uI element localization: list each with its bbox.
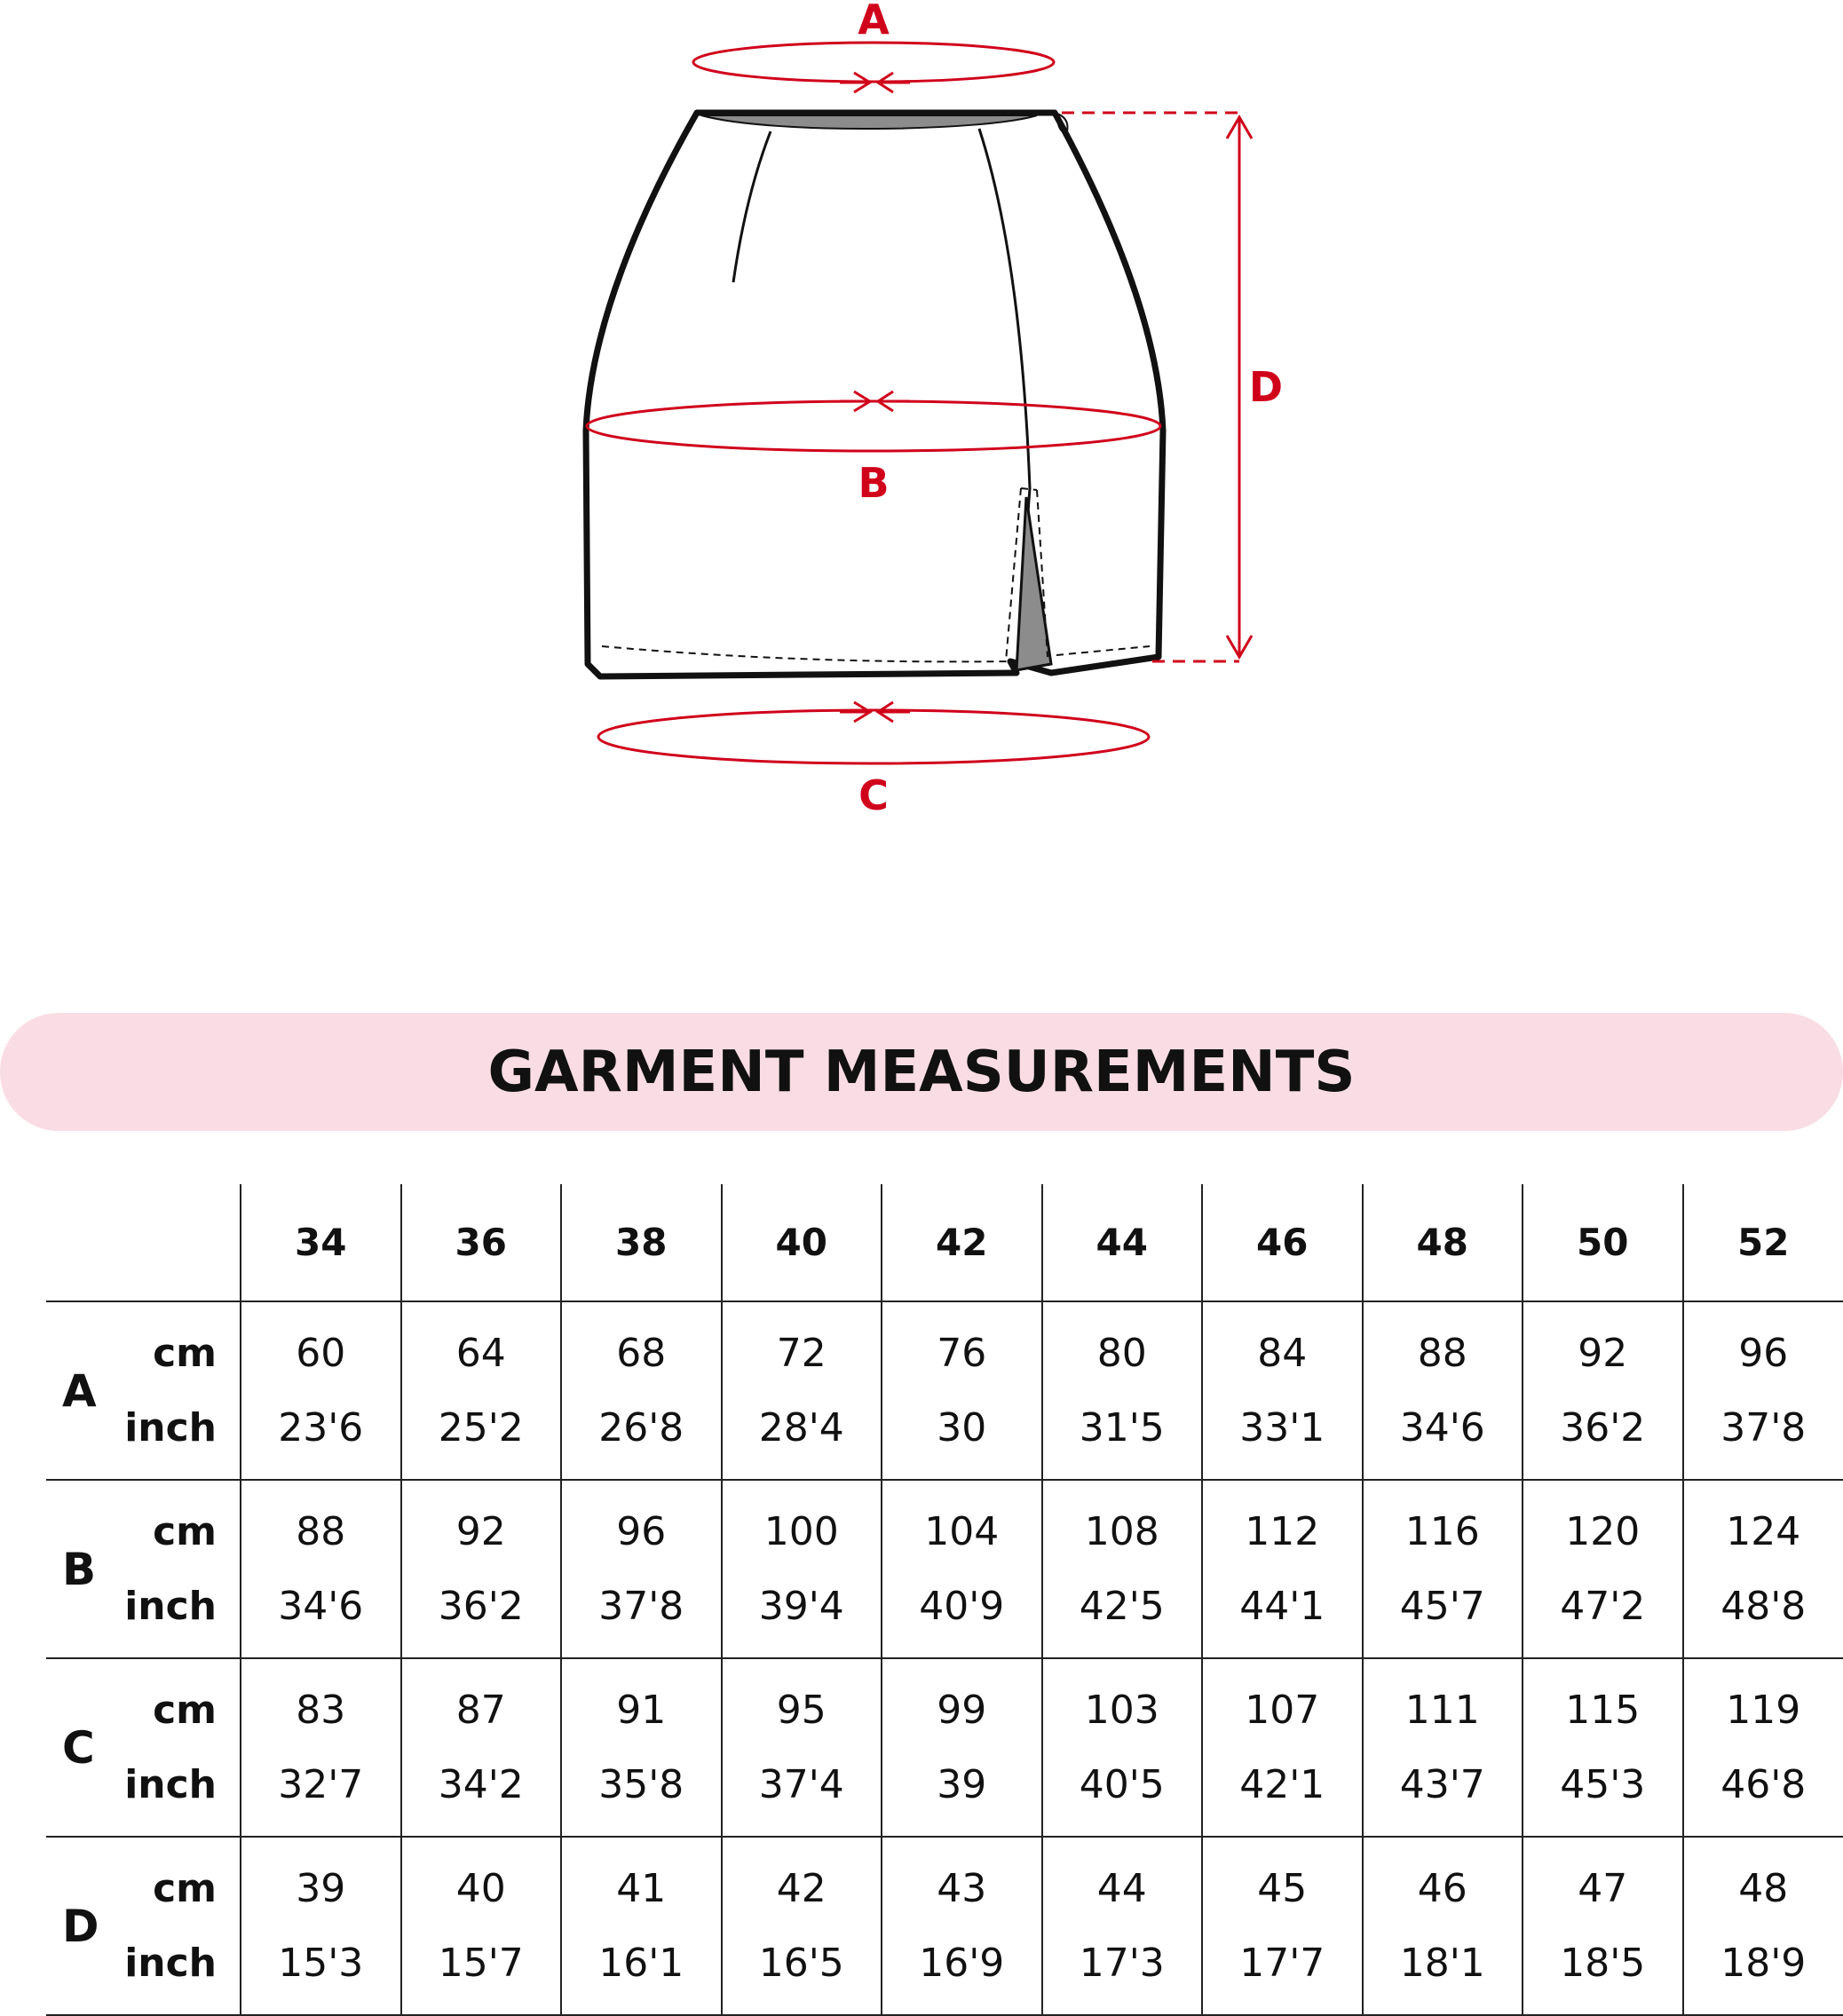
- unit-inch: inch: [124, 1391, 217, 1466]
- measurement-letter: D: [62, 1901, 99, 1952]
- value-cm: 83: [296, 1673, 345, 1748]
- label-c: C: [858, 771, 889, 819]
- measurement-values: [1364, 1659, 1523, 1836]
- value-cm: 107: [1245, 1673, 1319, 1748]
- unit-inch: inch: [124, 1748, 217, 1822]
- measurement-values: [241, 1659, 400, 1836]
- measurement-values: [882, 1302, 1041, 1479]
- value-cm: 119: [1726, 1673, 1800, 1748]
- measurement-values: [1043, 1302, 1202, 1479]
- measurement-values: [1203, 1838, 1362, 2014]
- measurement-values: [402, 1659, 561, 1836]
- value-cm: 76: [937, 1316, 986, 1391]
- value-inch: 34'2: [439, 1748, 524, 1822]
- measurement-values: [241, 1302, 400, 1479]
- measurement-cell: [1683, 1480, 1843, 1658]
- measurement-values: [562, 1659, 721, 1836]
- value-cm: 64: [456, 1316, 506, 1391]
- value-cm: 80: [1097, 1316, 1147, 1391]
- size-header: 38: [561, 1184, 722, 1301]
- measurement-values: [562, 1302, 721, 1479]
- value-cm: 48: [1738, 1852, 1788, 1926]
- value-cm: 124: [1726, 1495, 1800, 1569]
- size-header: 36: [401, 1184, 562, 1301]
- value-cm: 88: [296, 1495, 345, 1569]
- row-label-cell: [46, 1301, 241, 1480]
- measurement-cell: [241, 1301, 401, 1480]
- measurement-cell: [1042, 1480, 1203, 1658]
- value-cm: 112: [1245, 1495, 1319, 1569]
- value-cm: 41: [616, 1852, 666, 1926]
- size-header: 44: [1042, 1184, 1203, 1301]
- measurement-values: [723, 1302, 882, 1479]
- measurement-values: [1523, 1481, 1682, 1657]
- measurement-cell: [1202, 1480, 1363, 1658]
- table-row: [46, 1658, 1843, 1837]
- measurement-values: [241, 1481, 400, 1657]
- measurement-values: [1043, 1481, 1202, 1657]
- value-inch: 28'4: [759, 1391, 844, 1466]
- unit-inch: inch: [124, 1569, 217, 1644]
- measurement-values: [562, 1481, 721, 1657]
- measurement-cell: [722, 1480, 882, 1658]
- value-inch: 36'2: [1560, 1391, 1645, 1466]
- value-cm: 120: [1565, 1495, 1640, 1569]
- measure-c: [598, 702, 1149, 763]
- label-b: B: [858, 459, 889, 507]
- value-inch: 33'1: [1239, 1391, 1325, 1466]
- skirt-outline: [586, 113, 1163, 676]
- unit-cm: cm: [153, 1673, 217, 1748]
- unit-labels: [124, 1302, 217, 1479]
- value-inch: 26'8: [598, 1391, 684, 1466]
- value-inch: 37'4: [759, 1748, 844, 1822]
- size-header: 50: [1523, 1184, 1683, 1301]
- measurement-values: [402, 1302, 561, 1479]
- measurement-cell: [241, 1658, 401, 1837]
- corner-cell: [46, 1184, 241, 1301]
- value-cm: 92: [1578, 1316, 1627, 1391]
- value-cm: 103: [1085, 1673, 1159, 1748]
- value-cm: 91: [616, 1673, 666, 1748]
- measurement-values: [1684, 1302, 1843, 1479]
- value-cm: 99: [937, 1673, 986, 1748]
- measurement-values: [1203, 1302, 1362, 1479]
- label-d: D: [1249, 363, 1283, 411]
- value-inch: 37'8: [1720, 1391, 1806, 1466]
- measurement-values: [1523, 1838, 1682, 2014]
- value-cm: 88: [1418, 1316, 1467, 1391]
- value-inch: 16'9: [919, 1926, 1004, 2001]
- measurement-cell: [401, 1658, 562, 1837]
- measure-a: [693, 43, 1054, 92]
- value-cm: 43: [937, 1852, 986, 1926]
- value-inch: 42'1: [1239, 1748, 1325, 1822]
- value-inch: 39: [937, 1748, 986, 1822]
- measurement-cell: [882, 1480, 1042, 1658]
- measurement-cell: [401, 1480, 562, 1658]
- value-cm: 40: [456, 1852, 506, 1926]
- measurement-values: [723, 1481, 882, 1657]
- measurement-cell: [1202, 1301, 1363, 1480]
- measurement-values: [402, 1838, 561, 2014]
- value-inch: 16'5: [759, 1926, 844, 2001]
- size-chart-table: [46, 1184, 1843, 2016]
- measurement-cell: [561, 1480, 722, 1658]
- measurement-values: [1043, 1838, 1202, 2014]
- measurement-cell: [1042, 1301, 1203, 1480]
- value-cm: 39: [296, 1852, 345, 1926]
- measurement-cell: [722, 1301, 882, 1480]
- value-inch: 47'2: [1560, 1569, 1645, 1644]
- row-label-cell: [46, 1480, 241, 1658]
- measurement-cell: [1523, 1658, 1683, 1837]
- measurement-values: [1684, 1481, 1843, 1657]
- value-inch: 34'6: [278, 1569, 363, 1644]
- value-cm: 87: [456, 1673, 506, 1748]
- value-inch: 15'7: [439, 1926, 524, 2001]
- table-row: [46, 1480, 1843, 1658]
- unit-labels: [124, 1838, 217, 2014]
- value-inch: 17'7: [1239, 1926, 1325, 2001]
- measurement-values: [1684, 1659, 1843, 1836]
- measurement-values: [1364, 1302, 1523, 1479]
- measurement-values: [723, 1659, 882, 1836]
- row-label: [46, 1659, 240, 1836]
- measurement-values: [882, 1659, 1041, 1836]
- value-inch: 35'8: [598, 1748, 684, 1822]
- value-inch: 43'7: [1400, 1748, 1485, 1822]
- value-cm: 46: [1418, 1852, 1467, 1926]
- measurement-cell: [561, 1301, 722, 1480]
- value-cm: 95: [777, 1673, 827, 1748]
- unit-labels: [124, 1481, 217, 1657]
- skirt-illustration: [586, 113, 1163, 676]
- value-cm: 108: [1085, 1495, 1159, 1569]
- value-cm: 72: [777, 1316, 827, 1391]
- section-banner: [0, 1013, 1843, 1131]
- measurement-values: [723, 1838, 882, 2014]
- size-header: 34: [241, 1184, 401, 1301]
- value-inch: 46'8: [1720, 1748, 1806, 1822]
- value-inch: 39'4: [759, 1569, 844, 1644]
- unit-cm: cm: [153, 1316, 217, 1391]
- size-header: 52: [1683, 1184, 1843, 1301]
- value-cm: 104: [924, 1495, 999, 1569]
- value-inch: 48'8: [1720, 1569, 1806, 1644]
- value-cm: 116: [1405, 1495, 1480, 1569]
- value-inch: 40'5: [1080, 1748, 1165, 1822]
- measurement-values: [1203, 1659, 1362, 1836]
- size-header: 48: [1363, 1184, 1523, 1301]
- row-label: [46, 1481, 240, 1657]
- measurement-values: [1684, 1838, 1843, 2014]
- value-inch: 25'2: [439, 1391, 524, 1466]
- measurement-cell: [722, 1658, 882, 1837]
- measurement-values: [1523, 1659, 1682, 1836]
- value-inch: 37'8: [598, 1569, 684, 1644]
- value-cm: 47: [1578, 1852, 1627, 1926]
- value-inch: 15'3: [278, 1926, 363, 2001]
- measurement-cell: [1523, 1301, 1683, 1480]
- measurement-values: [402, 1481, 561, 1657]
- value-inch: 40'9: [919, 1569, 1004, 1644]
- measurement-values: [882, 1481, 1041, 1657]
- value-cm: 96: [1738, 1316, 1788, 1391]
- measurement-cell: [241, 1480, 401, 1658]
- measurement-values: [882, 1838, 1041, 2014]
- unit-inch: inch: [124, 1926, 217, 2001]
- measurement-cell: [1363, 1658, 1523, 1837]
- value-inch: 18'5: [1560, 1926, 1645, 2001]
- value-inch: 17'3: [1080, 1926, 1165, 2001]
- value-inch: 16'1: [598, 1926, 684, 2001]
- measurement-cell: [1683, 1658, 1843, 1837]
- value-cm: 84: [1257, 1316, 1307, 1391]
- value-inch: 32'7: [278, 1748, 363, 1822]
- measurement-values: [1364, 1481, 1523, 1657]
- size-header: 40: [722, 1184, 882, 1301]
- value-inch: 31'5: [1080, 1391, 1165, 1466]
- measurement-values: [1043, 1659, 1202, 1836]
- size-header: 46: [1202, 1184, 1363, 1301]
- value-inch: 45'3: [1560, 1748, 1645, 1822]
- measurement-letter: B: [62, 1544, 96, 1595]
- measurement-values: [1523, 1302, 1682, 1479]
- value-cm: 92: [456, 1495, 506, 1569]
- value-cm: 68: [616, 1316, 666, 1391]
- value-inch: 36'2: [439, 1569, 524, 1644]
- measurement-cell: [1042, 1658, 1203, 1837]
- value-inch: 42'5: [1080, 1569, 1165, 1644]
- measurement-cell: [1363, 1301, 1523, 1480]
- row-label: [46, 1302, 240, 1479]
- size-header-row: [46, 1184, 1843, 1301]
- value-cm: 100: [764, 1495, 839, 1569]
- value-inch: 45'7: [1400, 1569, 1485, 1644]
- measurement-cell: [561, 1658, 722, 1837]
- measurement-letter: A: [62, 1365, 97, 1417]
- value-cm: 96: [616, 1495, 666, 1569]
- size-header: 42: [882, 1184, 1042, 1301]
- value-cm: 42: [777, 1852, 827, 1926]
- value-inch: 18'1: [1400, 1926, 1485, 2001]
- value-inch: 44'1: [1239, 1569, 1325, 1644]
- measurement-values: [562, 1838, 721, 2014]
- skirt-measurement-diagram: [0, 0, 1843, 888]
- measurement-values: [241, 1838, 400, 2014]
- unit-cm: cm: [153, 1495, 217, 1569]
- value-inch: 34'6: [1400, 1391, 1485, 1466]
- label-a: A: [858, 0, 890, 43]
- measurement-cell: [1363, 1480, 1523, 1658]
- value-cm: 60: [296, 1316, 345, 1391]
- measurement-cell: [1202, 1658, 1363, 1837]
- value-inch: 23'6: [278, 1391, 363, 1466]
- value-cm: 44: [1097, 1852, 1147, 1926]
- measurement-values: [1203, 1481, 1362, 1657]
- value-inch: 30: [937, 1391, 986, 1466]
- measurement-cell: [882, 1301, 1042, 1480]
- measurement-cell: [882, 1658, 1042, 1837]
- value-cm: 45: [1257, 1852, 1307, 1926]
- table-row: [46, 1301, 1843, 1480]
- value-inch: 18'9: [1720, 1926, 1806, 2001]
- value-cm: 115: [1565, 1673, 1640, 1748]
- measurement-cell: [401, 1301, 562, 1480]
- row-label-cell: [46, 1658, 241, 1837]
- unit-cm: cm: [153, 1852, 217, 1926]
- measurement-cell: [1683, 1301, 1843, 1480]
- measurement-values: [1364, 1838, 1523, 2014]
- measurement-cell: [1523, 1480, 1683, 1658]
- row-label: [46, 1838, 240, 2014]
- value-cm: 111: [1405, 1673, 1480, 1748]
- measurement-letter: C: [62, 1722, 95, 1774]
- unit-labels: [124, 1659, 217, 1836]
- section-title: GARMENT MEASUREMENTS: [488, 1040, 1356, 1105]
